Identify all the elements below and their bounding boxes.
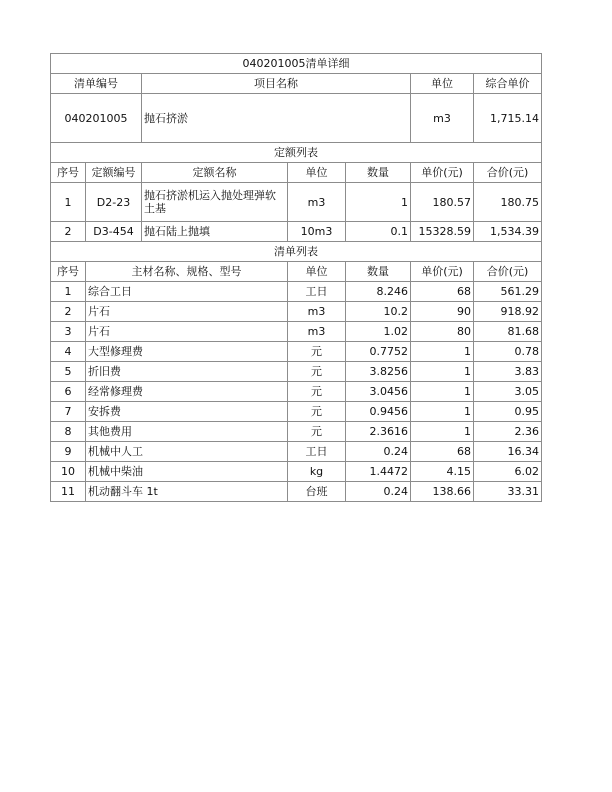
material-price: 1	[411, 362, 474, 382]
material-price: 1	[411, 422, 474, 442]
material-name: 折旧费	[86, 362, 288, 382]
material-price: 1	[411, 342, 474, 362]
material-row	[51, 402, 542, 422]
sheet-title: 040201005清单详细	[51, 54, 542, 74]
quota-price-header: 单价(元)	[411, 163, 474, 183]
material-total: 0.95	[474, 402, 542, 422]
material-row	[51, 342, 542, 362]
quota-seq: 2	[51, 222, 86, 242]
material-section-title: 清单列表	[51, 242, 542, 262]
bill-name: 抛石挤淤	[142, 94, 411, 143]
material-qty: 3.8256	[346, 362, 411, 382]
material-row	[51, 382, 542, 402]
material-qty: 10.2	[346, 302, 411, 322]
material-name: 机动翻斗车 1t	[86, 482, 288, 502]
material-seq: 5	[51, 362, 86, 382]
quota-unit: m3	[288, 183, 346, 222]
material-unit: 元	[288, 342, 346, 362]
material-seq: 2	[51, 302, 86, 322]
material-unit: 元	[288, 362, 346, 382]
quota-code: D3-454	[86, 222, 142, 242]
material-seq: 3	[51, 322, 86, 342]
material-row	[51, 282, 542, 302]
quota-price: 180.57	[411, 183, 474, 222]
material-unit: 元	[288, 402, 346, 422]
material-total: 81.68	[474, 322, 542, 342]
quota-name: 抛石陆上抛填	[142, 222, 288, 242]
material-row	[51, 442, 542, 462]
quota-total: 180.75	[474, 183, 542, 222]
quota-seq: 1	[51, 183, 86, 222]
material-name: 安拆费	[86, 402, 288, 422]
quota-seq-header: 序号	[51, 163, 86, 183]
material-qty: 0.24	[346, 442, 411, 462]
material-price: 90	[411, 302, 474, 322]
material-row	[51, 462, 542, 482]
bill-unit-header: 单位	[411, 74, 474, 94]
material-price: 4.15	[411, 462, 474, 482]
material-total: 918.92	[474, 302, 542, 322]
material-total: 16.34	[474, 442, 542, 462]
bill-unit-price: 1,715.14	[474, 94, 542, 143]
material-qty-header: 数量	[346, 262, 411, 282]
material-unit: m3	[288, 302, 346, 322]
material-unit-header: 单位	[288, 262, 346, 282]
material-total: 0.78	[474, 342, 542, 362]
bill-code-header: 清单编号	[51, 74, 142, 94]
material-name: 机械中柴油	[86, 462, 288, 482]
material-qty: 0.7752	[346, 342, 411, 362]
material-unit: 元	[288, 382, 346, 402]
material-qty: 2.3616	[346, 422, 411, 442]
quota-total: 1,534.39	[474, 222, 542, 242]
quota-qty: 1	[346, 183, 411, 222]
material-name-header: 主材名称、规格、型号	[86, 262, 288, 282]
material-price: 138.66	[411, 482, 474, 502]
material-name: 大型修理费	[86, 342, 288, 362]
quota-section-title: 定额列表	[51, 143, 542, 163]
material-row	[51, 362, 542, 382]
bill-unit: m3	[411, 94, 474, 143]
material-unit: kg	[288, 462, 346, 482]
material-seq: 7	[51, 402, 86, 422]
material-qty: 1.02	[346, 322, 411, 342]
material-unit: m3	[288, 322, 346, 342]
quota-code-header: 定额编号	[86, 163, 142, 183]
material-name: 综合工日	[86, 282, 288, 302]
quota-name: 抛石挤淤机运入抛处理弹软土基	[142, 183, 288, 222]
material-name: 其他费用	[86, 422, 288, 442]
material-seq: 9	[51, 442, 86, 462]
material-qty: 0.24	[346, 482, 411, 502]
material-price: 1	[411, 382, 474, 402]
material-qty: 3.0456	[346, 382, 411, 402]
material-price: 1	[411, 402, 474, 422]
bill-detail-table	[50, 53, 542, 502]
material-unit: 元	[288, 422, 346, 442]
material-qty: 8.246	[346, 282, 411, 302]
material-row	[51, 302, 542, 322]
material-name: 片石	[86, 322, 288, 342]
material-price: 80	[411, 322, 474, 342]
quota-row	[51, 183, 542, 222]
material-qty: 1.4472	[346, 462, 411, 482]
material-name: 片石	[86, 302, 288, 322]
material-seq: 6	[51, 382, 86, 402]
material-total: 3.05	[474, 382, 542, 402]
material-price-header: 单价(元)	[411, 262, 474, 282]
material-price: 68	[411, 282, 474, 302]
quota-price: 15328.59	[411, 222, 474, 242]
material-unit: 工日	[288, 282, 346, 302]
material-price: 68	[411, 442, 474, 462]
material-total: 3.83	[474, 362, 542, 382]
material-name: 经常修理费	[86, 382, 288, 402]
material-name: 机械中人工	[86, 442, 288, 462]
quota-unit-header: 单位	[288, 163, 346, 183]
bill-name-header: 项目名称	[142, 74, 411, 94]
material-qty: 0.9456	[346, 402, 411, 422]
quota-unit: 10m3	[288, 222, 346, 242]
quota-qty: 0.1	[346, 222, 411, 242]
material-seq: 8	[51, 422, 86, 442]
material-total: 561.29	[474, 282, 542, 302]
bill-code: 040201005	[51, 94, 142, 143]
material-total-header: 合价(元)	[474, 262, 542, 282]
quota-code: D2-23	[86, 183, 142, 222]
material-seq: 11	[51, 482, 86, 502]
material-seq: 4	[51, 342, 86, 362]
quota-total-header: 合价(元)	[474, 163, 542, 183]
material-unit: 工日	[288, 442, 346, 462]
material-total: 2.36	[474, 422, 542, 442]
material-total: 6.02	[474, 462, 542, 482]
material-row	[51, 422, 542, 442]
material-seq: 10	[51, 462, 86, 482]
material-row	[51, 322, 542, 342]
quota-qty-header: 数量	[346, 163, 411, 183]
quota-name-header: 定额名称	[142, 163, 288, 183]
material-seq: 1	[51, 282, 86, 302]
quota-row	[51, 222, 542, 242]
material-row	[51, 482, 542, 502]
material-total: 33.31	[474, 482, 542, 502]
material-seq-header: 序号	[51, 262, 86, 282]
bill-unit-price-header: 综合单价	[474, 74, 542, 94]
material-header-row	[51, 262, 542, 282]
material-unit: 台班	[288, 482, 346, 502]
quota-header-row	[51, 163, 542, 183]
